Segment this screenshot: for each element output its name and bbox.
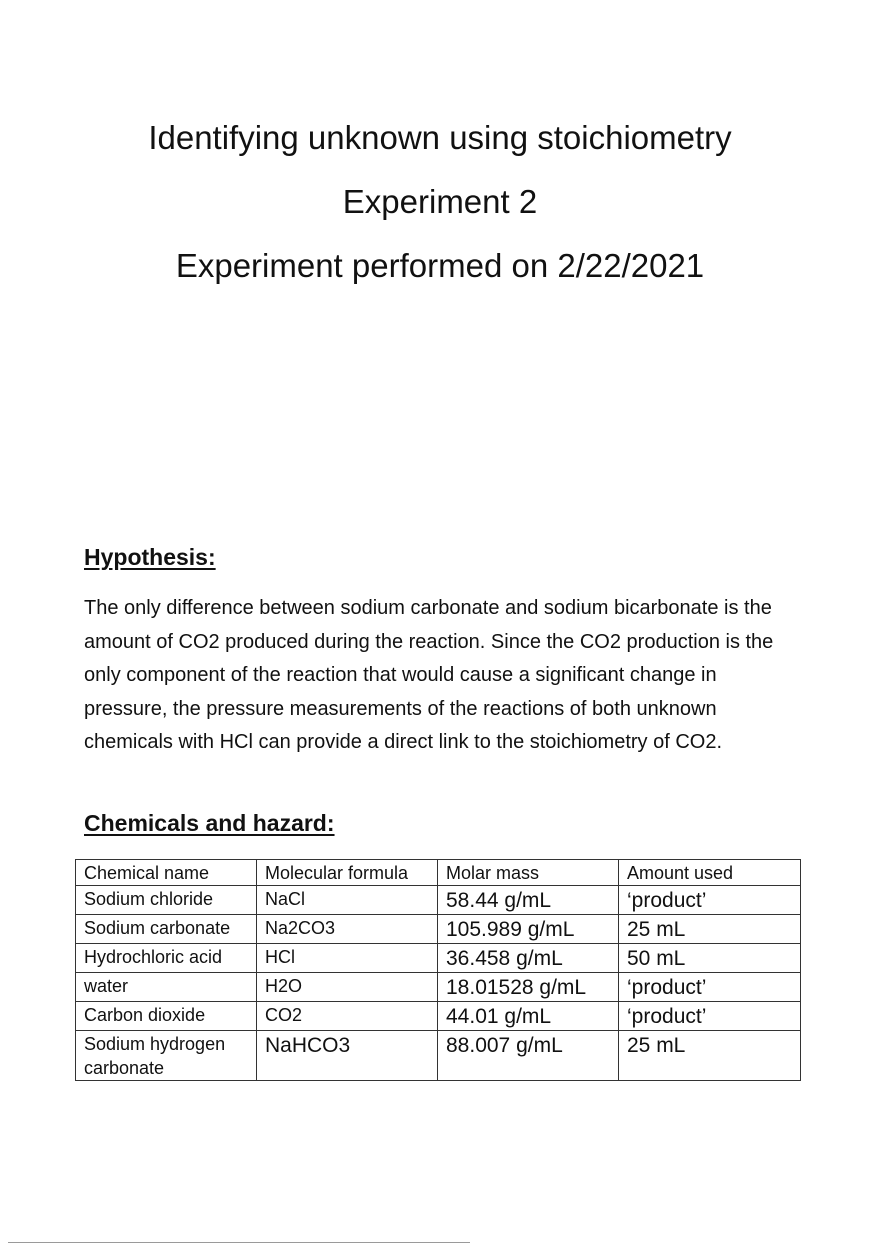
table-row xyxy=(76,973,801,1002)
amount-cell: 25 mL xyxy=(619,1031,801,1081)
table-row xyxy=(76,915,801,944)
amount-cell: 25 mL xyxy=(619,915,801,944)
molar-mass-cell: 58.44 g/mL xyxy=(438,886,619,915)
molar-mass-cell: 44.01 g/mL xyxy=(438,1002,619,1031)
chemical-name-cell: water xyxy=(76,973,257,1002)
molar-mass-cell: 105.989 g/mL xyxy=(438,915,619,944)
table-header-row xyxy=(76,860,801,886)
chemical-name-cell: Sodium carbonate xyxy=(76,915,257,944)
formula-cell: CO2 xyxy=(257,1002,438,1031)
formula-cell: Na2CO3 xyxy=(257,915,438,944)
chemicals-heading: Chemicals and hazard: xyxy=(84,810,335,836)
header-chemical-name: Chemical name xyxy=(76,860,257,886)
amount-cell: ‘product’ xyxy=(619,1002,801,1031)
amount-cell: 50 mL xyxy=(619,944,801,973)
table-row xyxy=(76,886,801,915)
table-row xyxy=(76,1031,801,1081)
amount-cell: ‘product’ xyxy=(619,886,801,915)
formula-cell: NaCl xyxy=(257,886,438,915)
formula-cell: HCl xyxy=(257,944,438,973)
table-row xyxy=(76,1002,801,1031)
hypothesis-paragraph: The only difference between sodium carbonate and sodium bicarbonate is the amount of CO2 produced during the reaction. Since the CO2 production is the only component of the reaction that would cause a significant change in pressure, the pressure measurements of the reactions of both unknown chemicals with HCl can provide a direct link to the stoichiometry of CO2. xyxy=(84,597,774,753)
chemical-name-cell: Hydrochloric acid xyxy=(76,944,257,973)
title-block xyxy=(0,106,880,298)
chemical-name-cell: Sodium hydrogen carbonate xyxy=(76,1031,257,1081)
formula-cell: H2O xyxy=(257,973,438,1002)
molar-mass-cell: 36.458 g/mL xyxy=(438,944,619,973)
experiment-date: Experiment performed on 2/22/2021 xyxy=(175,247,705,284)
amount-cell: ‘product’ xyxy=(619,973,801,1002)
chemical-name-cell: Carbon dioxide xyxy=(76,1002,257,1031)
header-amount-used: Amount used xyxy=(619,860,801,886)
molar-mass-cell: 88.007 g/mL xyxy=(438,1031,619,1081)
header-molecular-formula: Molecular formula xyxy=(257,860,438,886)
formula-cell: NaHCO3 xyxy=(257,1031,438,1081)
document-title: Identifying unknown using stoichiometry xyxy=(148,119,732,156)
experiment-number: Experiment 2 xyxy=(342,183,538,220)
header-molar-mass: Molar mass xyxy=(438,860,619,886)
footer-rule xyxy=(8,1242,470,1243)
table-row xyxy=(76,944,801,973)
chemical-name-cell: Sodium chloride xyxy=(76,886,257,915)
hypothesis-heading: Hypothesis: xyxy=(84,544,216,570)
chemicals-table xyxy=(75,859,801,1081)
molar-mass-cell: 18.01528 g/mL xyxy=(438,973,619,1002)
